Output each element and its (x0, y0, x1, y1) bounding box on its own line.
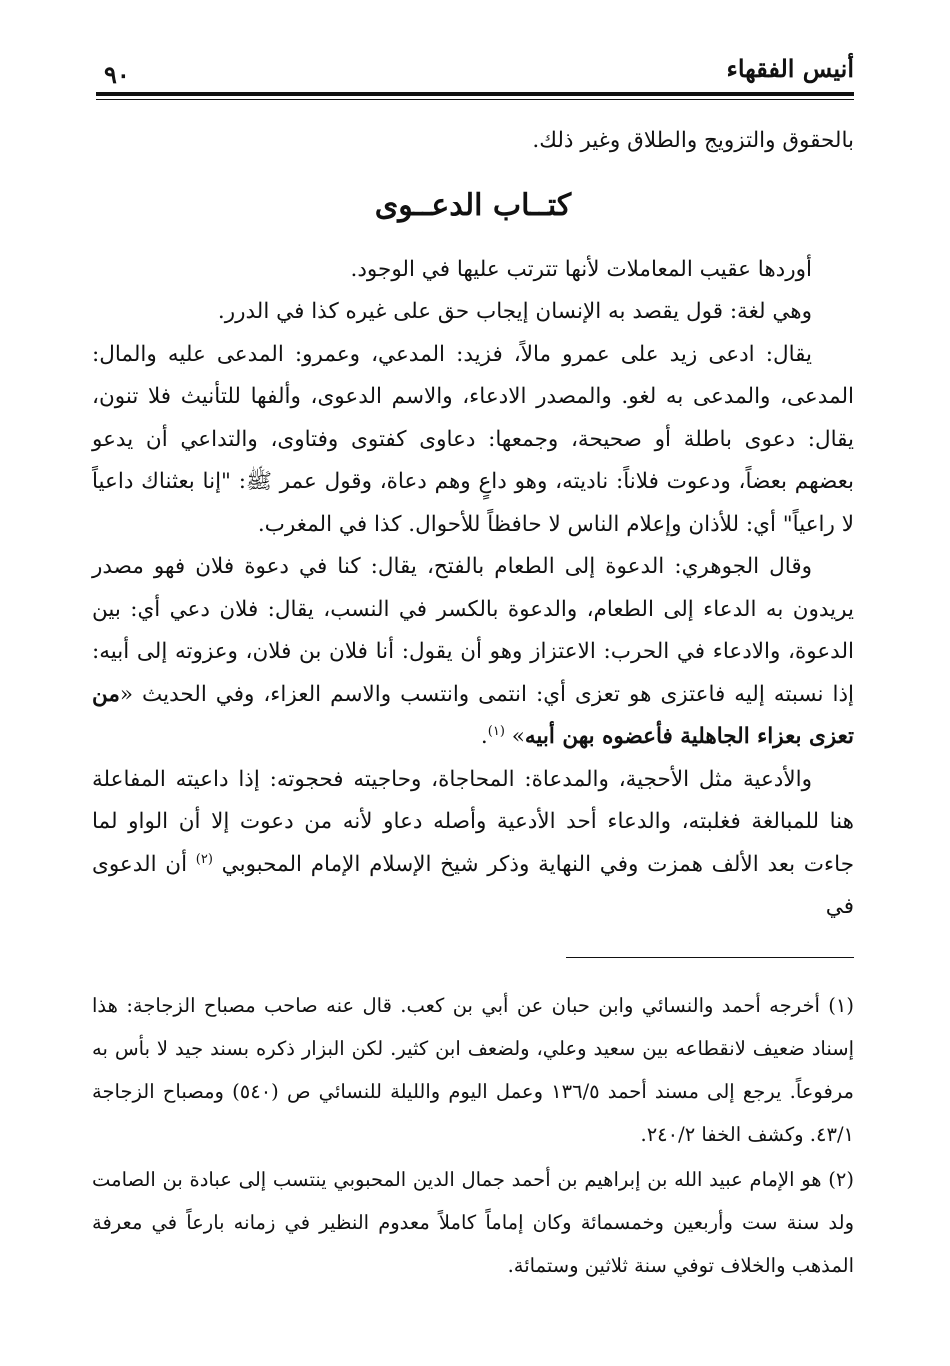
paragraph-1: أوردها عقيب المعاملات لأنها تترتب عليها في الوجود. (350, 256, 812, 282)
chapter-heading: كتــاب الدعــوى (374, 187, 572, 223)
footnote-ref-1[interactable]: (١) (487, 723, 505, 739)
running-head (96, 52, 854, 92)
footnotes (92, 984, 854, 1287)
footnote-separator (566, 957, 854, 958)
paragraph-5-end: أن الدعوى في (92, 851, 854, 919)
hadith-quote: من تعزى بعزاء الجاهلية فأعضوه بهن أبيه (92, 681, 854, 749)
running-head-title: أنيس الفقهاء (726, 54, 854, 83)
main-text (92, 120, 854, 929)
header-rule-thin (96, 99, 854, 100)
paragraph-4-end: . (480, 724, 488, 749)
paragraph-2: وهي لغة: قول يقصد به الإنسان إيجاب حق على غيره كذا في الدرر. (217, 299, 812, 324)
hadith-close-mark: » (511, 724, 525, 749)
continuation-line: بالحقوق والتزويج والطلاق وغير ذلك. (532, 128, 854, 153)
footnote-2: (٢) هو الإمام عبيد الله بن إبراهيم بن أحمد جمال الدين المحبوبي ينتسب إلى عبادة بن الصامت ولد سنة ست وأربعين وخمسمائة وكان إماماً كاملاً معدوم النظير في زمانه بارعاً في معرفة المذهب والخلاف توفي سنة ثلاثين وستمائة. (92, 1168, 854, 1277)
header-rule-thick (96, 92, 854, 96)
footnote-ref-2[interactable]: (٢) (195, 851, 213, 867)
paragraph-5-text: والأدعية مثل الأحجية، والمدعاة: المحاجاة، وحاجيته فحجوته: إذا داعيته المفاعلة هنا للمبالغة فغلبته، والدعاء أحد الأدعية وأصله دعاو لأنه من دعوت إلا أن الواو لما جاءت بعد الألف همزت وفي النهاية وذكر شيخ الإسلام الإمام المحبوبي (92, 766, 854, 877)
paragraph-3: يقال: ادعى زيد على عمرو مالاً، فزيد: المدعي، وعمرو: المدعى عليه والمال: المدعى، والمدعى به لغو. والمصدر الادعاء، والاسم الدعوى، وألفها للتأنيث فلا تنون، يقال: دعوى باطلة أو صحيحة، وجمعها: دعاوى كفتوى وفتاوى، والتداعي أن يدعو بعضهم بعضاً، ودعوت فلاناً: ناديته، وهو داعٍ وهم دعاة، وقول عمر ﷺ: "إنا بعثناك داعياً لا راعياً" أي: للأذان وإعلام الناس لا حافظاً للأحوال. كذا في المغرب. (92, 341, 854, 537)
footnote-1: (١) أخرجه أحمد والنسائي وابن حبان عن أبي بن كعب. قال عنه صاحب مصباح الزجاجة: هذا إسناد ضعيف لانقطاعه بين سعيد وعلي، ولضعف ابن كثير. لكن البزار ذكره بسند جيد لا بأس به مرفوعاً. يرجع إلى مسند أحمد ١٣٦/٥ وعمل اليوم والليلة للنسائي ص (٥٤٠) ومصباح الزجاجة ٤٣/١. وكشف الخفا ٢٤٠/٢. (92, 994, 854, 1146)
paragraph-4 (92, 546, 854, 759)
paragraph-5 (92, 759, 854, 929)
page-number: ٩٠ (104, 60, 130, 89)
paragraph-4-text: وقال الجوهري: الدعوة إلى الطعام بالفتح، يقال: كنا في دعوة فلان فهو مصدر يريدون به الدعاء إلى الطعام، والدعوة بالكسر في النسب، يقال: فلان دعي أي: بين الدعوة، والادعاء في الحرب: الاعتزاز وهو أن يقول: أنا فلان بن فلان، وعزوته إلى أبيه: إذا نسبته إليه فاعتزى هو تعزى أي: انتمى وانتسب والاسم العزاء، وفي الحديث « (92, 554, 854, 707)
